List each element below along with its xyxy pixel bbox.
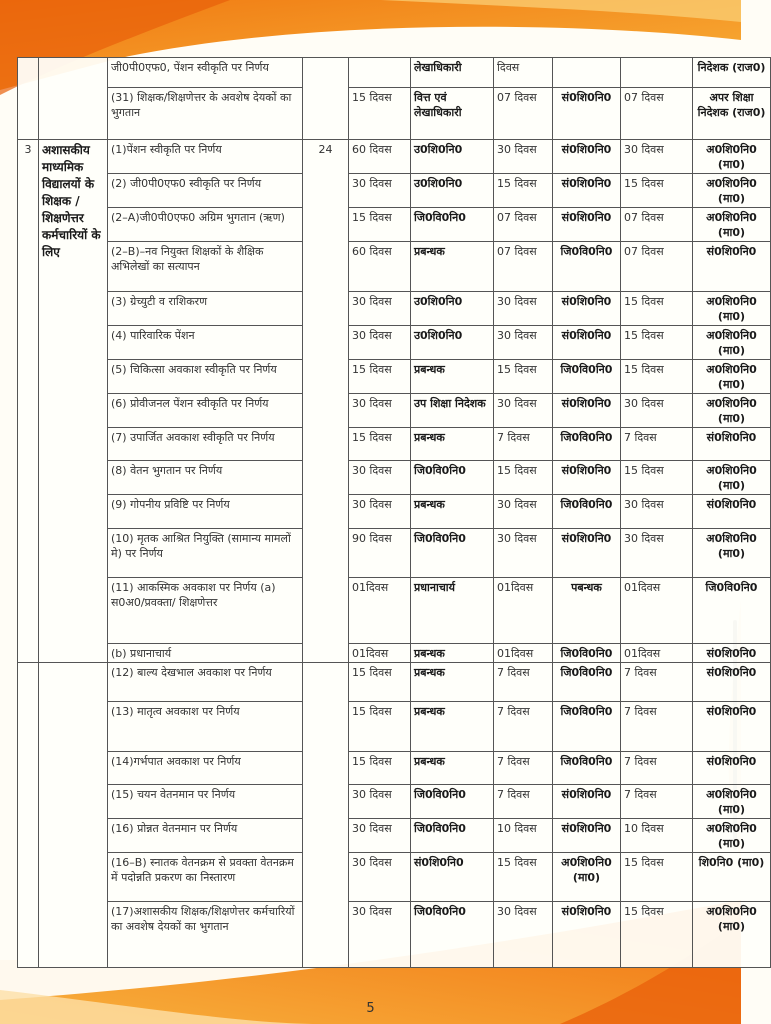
second-level-officer-cell: जि0वि0नि0 — [553, 663, 621, 702]
table-row — [18, 578, 771, 644]
table-row — [18, 461, 771, 495]
third-level-officer-cell: अ0शि0नि0 (मा0) — [693, 174, 771, 208]
third-level-officer-cell: अ0शि0नि0 (मा0) — [693, 208, 771, 242]
service-cell: (10) मृतक आश्रित नियुक्ति (सामान्य मामलों मे) पर निर्णय — [108, 529, 303, 578]
service-cell: जी0पी0एफ0, पेंशन स्वीकृति पर निर्णय — [108, 58, 303, 88]
table-row — [18, 242, 771, 292]
first-level-time-cell: 01दिवस — [349, 578, 411, 644]
table-row — [18, 326, 771, 360]
first-level-officer-cell: वित्त एवं लेखाधिकारी — [411, 88, 494, 140]
service-cell: (2) जी0पी0एफ0 स्वीकृति पर निर्णय — [108, 174, 303, 208]
table-row — [18, 174, 771, 208]
first-level-officer-cell: प्रबन्धक — [411, 644, 494, 663]
table-row — [18, 88, 771, 140]
service-cell: (7) उपार्जित अवकाश स्वीकृति पर निर्णय — [108, 428, 303, 461]
third-level-officer-cell: सं0शि0नि0 — [693, 702, 771, 752]
first-level-officer-cell: उ0शि0नि0 — [411, 174, 494, 208]
first-level-officer-cell: जि0वि0नि0 — [411, 529, 494, 578]
third-level-time-cell: 15 दिवस — [621, 292, 693, 326]
third-level-time-cell: 7 दिवस — [621, 702, 693, 752]
service-cell: (3) ग्रेच्युटी व राशिकरण — [108, 292, 303, 326]
first-level-time-cell: 30 दिवस — [349, 174, 411, 208]
service-cell: (14)गर्भपात अवकाश पर निर्णय — [108, 752, 303, 785]
second-level-officer-cell: सं0शि0नि0 — [553, 326, 621, 360]
table-row — [18, 752, 771, 785]
third-level-officer-cell: सं0शि0नि0 — [693, 752, 771, 785]
second-level-time-cell: 30 दिवस — [494, 394, 553, 428]
first-level-officer-cell: सं0शि0नि0 — [411, 853, 494, 902]
first-level-officer-cell: जि0वि0नि0 — [411, 785, 494, 819]
table-row — [18, 853, 771, 902]
first-level-time-cell: 30 दिवस — [349, 461, 411, 495]
third-level-officer-cell: सं0शि0नि0 — [693, 495, 771, 529]
category-cell — [39, 663, 108, 968]
first-level-time-cell: 30 दिवस — [349, 853, 411, 902]
service-cell: (5) चिकित्सा अवकाश स्वीकृति पर निर्णय — [108, 360, 303, 394]
third-level-officer-cell: अ0शि0नि0 (मा0) — [693, 140, 771, 174]
first-level-officer-cell: जि0वि0नि0 — [411, 902, 494, 968]
second-level-officer-cell: सं0शि0नि0 — [553, 88, 621, 140]
table-row — [18, 529, 771, 578]
third-level-time-cell: 01दिवस — [621, 644, 693, 663]
first-level-time-cell: 15 दिवस — [349, 428, 411, 461]
first-level-officer-cell: लेखाधिकारी — [411, 58, 494, 88]
service-cell: (2–A)जी0पी0एफ0 अग्रिम भुगतान (ऋण) — [108, 208, 303, 242]
third-level-officer-cell: जि0वि0नि0 — [693, 578, 771, 644]
second-level-officer-cell: सं0शि0नि0 — [553, 174, 621, 208]
second-level-time-cell: 01दिवस — [494, 578, 553, 644]
first-level-time-cell: 30 दिवस — [349, 326, 411, 360]
first-level-officer-cell: प्रबन्धक — [411, 360, 494, 394]
page-number: 5 — [366, 1001, 375, 1016]
third-level-time-cell: 30 दिवस — [621, 495, 693, 529]
third-level-officer-cell: अ0शि0नि0 (मा0) — [693, 326, 771, 360]
third-level-time-cell: 07 दिवस — [621, 242, 693, 292]
table-row — [18, 495, 771, 529]
table-row — [18, 394, 771, 428]
first-level-time-cell: 15 दिवस — [349, 702, 411, 752]
second-level-time-cell: 7 दिवस — [494, 663, 553, 702]
third-level-officer-cell: अ0शि0नि0 (मा0) — [693, 902, 771, 968]
table-row — [18, 292, 771, 326]
document-page — [17, 57, 766, 959]
table-row — [18, 663, 771, 702]
service-cell: (13) मातृत्व अवकाश पर निर्णय — [108, 702, 303, 752]
service-cell: (9) गोपनीय प्रविष्टि पर निर्णय — [108, 495, 303, 529]
first-level-time-cell: 90 दिवस — [349, 529, 411, 578]
first-level-time-cell: 15 दिवस — [349, 208, 411, 242]
table-row — [18, 208, 771, 242]
third-level-officer-cell: अ0शि0नि0 (मा0) — [693, 819, 771, 853]
second-level-time-cell: 30 दिवस — [494, 140, 553, 174]
first-level-officer-cell: प्रधानाचार्य — [411, 578, 494, 644]
first-level-time-cell: 60 दिवस — [349, 242, 411, 292]
third-level-officer-cell: सं0शि0नि0 — [693, 428, 771, 461]
service-cell: (31) शिक्षक/शिक्षणेत्तर के अवशेष देयकों का भुगतान — [108, 88, 303, 140]
second-level-officer-cell: सं0शि0नि0 — [553, 394, 621, 428]
first-level-officer-cell: उ0शि0नि0 — [411, 140, 494, 174]
second-level-officer-cell: सं0शि0नि0 — [553, 461, 621, 495]
third-level-time-cell: 07 दिवस — [621, 208, 693, 242]
first-level-officer-cell: प्रबन्धक — [411, 702, 494, 752]
service-cell: (15) चयन वेतनमान पर निर्णय — [108, 785, 303, 819]
service-cell: (b) प्रधानाचार्य — [108, 644, 303, 663]
first-level-time-cell: 30 दिवस — [349, 785, 411, 819]
second-level-officer-cell: जि0वि0नि0 — [553, 242, 621, 292]
second-level-time-cell: 7 दिवस — [494, 702, 553, 752]
service-cell: (12) बाल्य देखभाल अवकाश पर निर्णय — [108, 663, 303, 702]
second-level-officer-cell: सं0शि0नि0 — [553, 208, 621, 242]
serial-number-cell — [18, 58, 39, 140]
total-days-cell — [303, 58, 349, 140]
first-level-time-cell: 30 दिवस — [349, 819, 411, 853]
first-level-officer-cell: प्रबन्धक — [411, 495, 494, 529]
third-level-time-cell: 30 दिवस — [621, 140, 693, 174]
second-level-officer-cell: सं0शि0नि0 — [553, 902, 621, 968]
first-level-officer-cell: जि0वि0नि0 — [411, 461, 494, 495]
second-level-officer-cell: सं0शि0नि0 — [553, 140, 621, 174]
first-level-officer-cell: प्रबन्धक — [411, 428, 494, 461]
third-level-time-cell: 15 दिवस — [621, 902, 693, 968]
second-level-officer-cell: जि0वि0नि0 — [553, 495, 621, 529]
second-level-time-cell: 15 दिवस — [494, 174, 553, 208]
third-level-officer-cell: अ0शि0नि0 (मा0) — [693, 292, 771, 326]
serial-number-cell — [18, 663, 39, 968]
timeline-table — [17, 57, 771, 968]
third-level-time-cell: 10 दिवस — [621, 819, 693, 853]
third-level-time-cell: 15 दिवस — [621, 326, 693, 360]
second-level-time-cell: 30 दिवस — [494, 529, 553, 578]
first-level-time-cell: 15 दिवस — [349, 88, 411, 140]
third-level-time-cell — [621, 58, 693, 88]
third-level-officer-cell: अ0शि0नि0 (मा0) — [693, 394, 771, 428]
third-level-time-cell: 01दिवस — [621, 578, 693, 644]
first-level-time-cell: 15 दिवस — [349, 663, 411, 702]
third-level-time-cell: 07 दिवस — [621, 88, 693, 140]
second-level-officer-cell: जि0वि0नि0 — [553, 644, 621, 663]
table-row — [18, 140, 771, 174]
third-level-officer-cell: शि0नि0 (मा0) — [693, 853, 771, 902]
third-level-officer-cell: सं0शि0नि0 — [693, 663, 771, 702]
second-level-time-cell: 7 दिवस — [494, 428, 553, 461]
first-level-time-cell: 30 दिवस — [349, 495, 411, 529]
second-level-officer-cell: सं0शि0नि0 — [553, 819, 621, 853]
service-cell: (4) पारिवारिक पेंशन — [108, 326, 303, 360]
table-row — [18, 644, 771, 663]
second-level-time-cell: 30 दिवस — [494, 902, 553, 968]
second-level-officer-cell: जि0वि0नि0 — [553, 360, 621, 394]
second-level-time-cell: 30 दिवस — [494, 495, 553, 529]
service-cell: (6) प्रोवीजनल पेंशन स्वीकृति पर निर्णय — [108, 394, 303, 428]
second-level-officer-cell: पबन्धक — [553, 578, 621, 644]
first-level-officer-cell: प्रबन्धक — [411, 752, 494, 785]
third-level-officer-cell: अ0शि0नि0 (मा0) — [693, 461, 771, 495]
second-level-officer-cell: सं0शि0नि0 — [553, 529, 621, 578]
first-level-officer-cell: प्रबन्धक — [411, 663, 494, 702]
service-cell: (16) प्रोन्नत वेतनमान पर निर्णय — [108, 819, 303, 853]
first-level-time-cell: 01दिवस — [349, 644, 411, 663]
service-cell: (11) आकस्मिक अवकाश पर निर्णय (a) स0अ0/प्रवक्ता/ शिक्षणेत्तर — [108, 578, 303, 644]
third-level-officer-cell: सं0शि0नि0 — [693, 644, 771, 663]
third-level-time-cell: 7 दिवस — [621, 663, 693, 702]
third-level-officer-cell: सं0शि0नि0 — [693, 242, 771, 292]
second-level-time-cell: 15 दिवस — [494, 461, 553, 495]
second-level-officer-cell: जि0वि0नि0 — [553, 752, 621, 785]
second-level-officer-cell: जि0वि0नि0 — [553, 702, 621, 752]
second-level-time-cell: 15 दिवस — [494, 853, 553, 902]
third-level-officer-cell: अ0शि0नि0 (मा0) — [693, 529, 771, 578]
first-level-officer-cell: प्रबन्धक — [411, 242, 494, 292]
second-level-time-cell: 10 दिवस — [494, 819, 553, 853]
total-days-cell: 24 — [303, 140, 349, 663]
second-level-officer-cell — [553, 58, 621, 88]
third-level-time-cell: 7 दिवस — [621, 428, 693, 461]
first-level-time-cell — [349, 58, 411, 88]
third-level-time-cell: 30 दिवस — [621, 394, 693, 428]
total-days-cell — [303, 663, 349, 968]
first-level-officer-cell: उ0शि0नि0 — [411, 326, 494, 360]
table-row — [18, 58, 771, 88]
third-level-officer-cell: अ0शि0नि0 (मा0) — [693, 360, 771, 394]
third-level-officer-cell: अपर शिक्षा निदेशक (राज0) — [693, 88, 771, 140]
third-level-officer-cell: निदेशक (राज0) — [693, 58, 771, 88]
second-level-time-cell: 7 दिवस — [494, 752, 553, 785]
first-level-officer-cell: जि0वि0नि0 — [411, 208, 494, 242]
service-cell: (1)पेंशन स्वीकृति पर निर्णय — [108, 140, 303, 174]
first-level-time-cell: 30 दिवस — [349, 902, 411, 968]
second-level-time-cell: 07 दिवस — [494, 208, 553, 242]
table-row — [18, 428, 771, 461]
category-cell: अशासकीय माध्यमिक विद्यालयों के शिक्षक / शिक्षणेत्तर कर्मचारियों के लिए — [39, 140, 108, 663]
second-level-time-cell: 01दिवस — [494, 644, 553, 663]
category-cell — [39, 58, 108, 140]
service-cell: (8) वेतन भुगतान पर निर्णय — [108, 461, 303, 495]
table-row — [18, 819, 771, 853]
third-level-time-cell: 15 दिवस — [621, 174, 693, 208]
first-level-officer-cell: जि0वि0नि0 — [411, 819, 494, 853]
first-level-time-cell: 30 दिवस — [349, 292, 411, 326]
serial-number-cell: 3 — [18, 140, 39, 663]
first-level-officer-cell: उ0शि0नि0 — [411, 292, 494, 326]
second-level-time-cell: 7 दिवस — [494, 785, 553, 819]
second-level-officer-cell: सं0शि0नि0 — [553, 292, 621, 326]
first-level-time-cell: 30 दिवस — [349, 394, 411, 428]
table-row — [18, 902, 771, 968]
second-level-officer-cell: अ0शि0नि0 (मा0) — [553, 853, 621, 902]
service-cell: (16–B) स्नातक वेतनक्रम से प्रवक्ता वेतनक्रम में पदोन्नति प्रकरण का निस्तारण — [108, 853, 303, 902]
second-level-officer-cell: जि0वि0नि0 — [553, 428, 621, 461]
service-cell: (2–B)–नव नियुक्त शिक्षकों के शैक्षिक अभिलेखों का सत्यापन — [108, 242, 303, 292]
second-level-time-cell: दिवस — [494, 58, 553, 88]
third-level-time-cell: 7 दिवस — [621, 785, 693, 819]
first-level-time-cell: 15 दिवस — [349, 360, 411, 394]
first-level-time-cell: 15 दिवस — [349, 752, 411, 785]
second-level-time-cell: 30 दिवस — [494, 292, 553, 326]
service-cell: (17)अशासकीय शिक्षक/शिक्षणेत्तर कर्मचारियों का अवशेष देयकों का भुगतान — [108, 902, 303, 968]
third-level-time-cell: 7 दिवस — [621, 752, 693, 785]
table-row — [18, 360, 771, 394]
second-level-time-cell: 07 दिवस — [494, 88, 553, 140]
third-level-time-cell: 15 दिवस — [621, 360, 693, 394]
second-level-officer-cell: सं0शि0नि0 — [553, 785, 621, 819]
third-level-time-cell: 15 दिवस — [621, 461, 693, 495]
second-level-time-cell: 15 दिवस — [494, 360, 553, 394]
table-row — [18, 785, 771, 819]
table-row — [18, 702, 771, 752]
third-level-time-cell: 30 दिवस — [621, 529, 693, 578]
third-level-time-cell: 15 दिवस — [621, 853, 693, 902]
second-level-time-cell: 07 दिवस — [494, 242, 553, 292]
second-level-time-cell: 30 दिवस — [494, 326, 553, 360]
first-level-officer-cell: उप शिक्षा निदेशक — [411, 394, 494, 428]
first-level-time-cell: 60 दिवस — [349, 140, 411, 174]
third-level-officer-cell: अ0शि0नि0 (मा0) — [693, 785, 771, 819]
